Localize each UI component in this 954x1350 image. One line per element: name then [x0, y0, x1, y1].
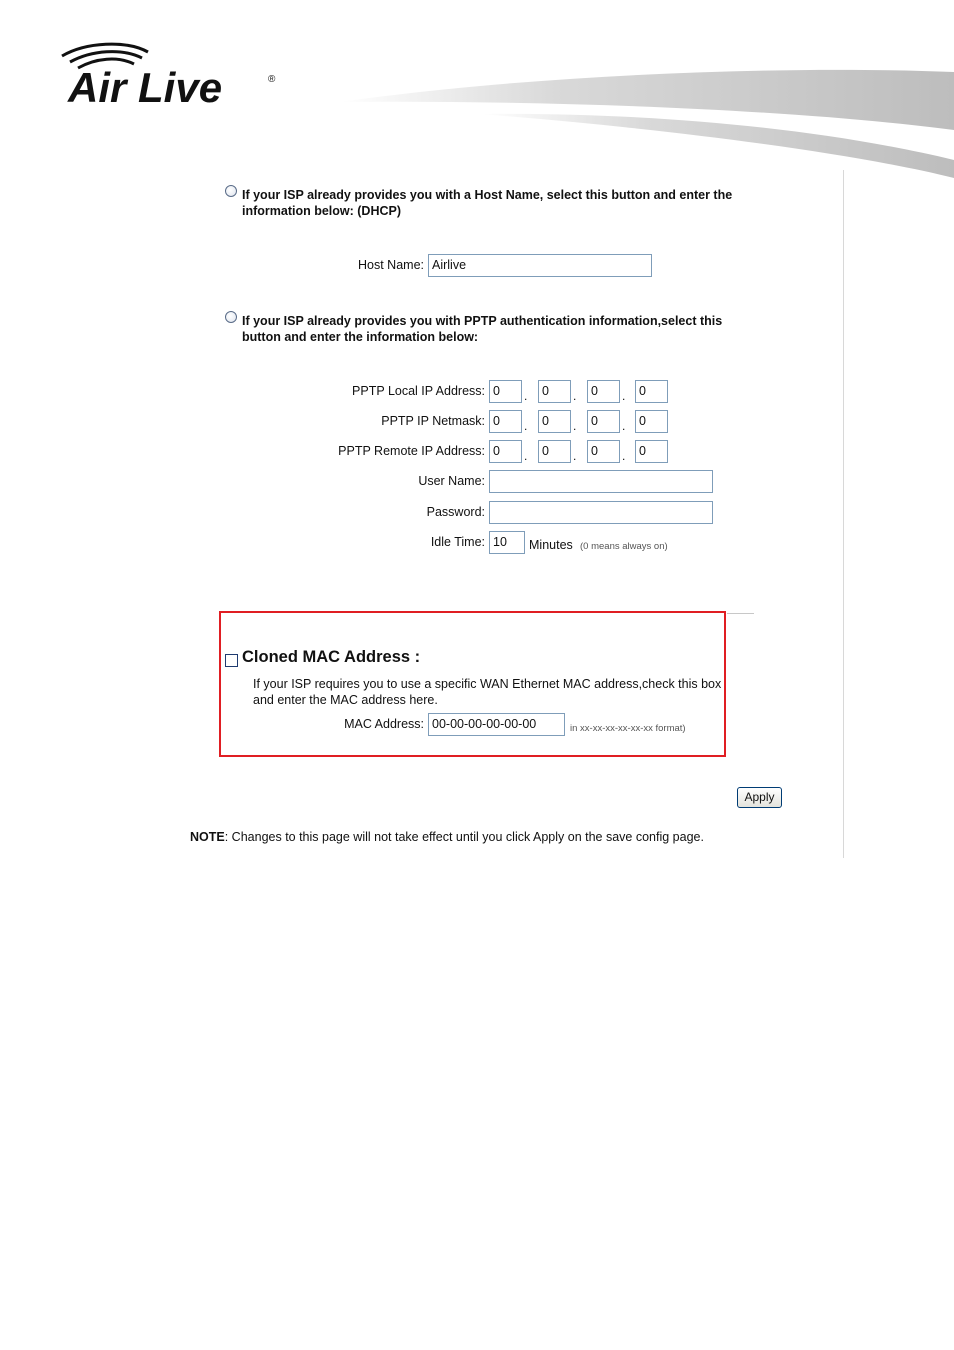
pptp-remote-ip-octet-2[interactable]: 0 [538, 440, 571, 463]
password-label: Password: [426, 505, 485, 519]
ip-separator: . [622, 449, 626, 463]
mac-format-hint: in xx-xx-xx-xx-xx-xx format) [570, 723, 686, 734]
idle-time-label: Idle Time: [430, 535, 485, 549]
idle-time-unit: Minutes [529, 538, 573, 552]
pptp-netmask-label: PPTP IP Netmask: [381, 414, 485, 428]
ip-separator: . [524, 419, 528, 433]
cloned-mac-title: Cloned MAC Address : [242, 648, 421, 666]
pptp-option-text: If your ISP already provides you with PPTP authentication information,select this button and enter the information below: [242, 314, 723, 344]
pptp-local-ip-octet-3[interactable]: 0 [587, 380, 620, 403]
pptp-remote-ip-octet-3[interactable]: 0 [587, 440, 620, 463]
pptp-remote-ip-label: PPTP Remote IP Address: [338, 444, 485, 458]
registered-mark: ® [268, 74, 276, 85]
host-name-label: Host Name: [358, 258, 424, 272]
pptp-netmask-octet-2[interactable]: 0 [538, 410, 571, 433]
note-prefix: NOTE [190, 830, 225, 844]
note-text: : Changes to this page will not take effect until you click Apply on the save config page. [224, 830, 704, 844]
ip-separator: . [622, 419, 626, 433]
mac-address-label: MAC Address: [344, 717, 424, 731]
airlive-logo [56, 42, 286, 108]
user-name-input[interactable] [489, 470, 713, 493]
host-name-input[interactable]: Airlive [428, 254, 652, 277]
pptp-local-ip-octet-2[interactable]: 0 [538, 380, 571, 403]
ip-separator: . [524, 449, 528, 463]
idle-time-hint: (0 means always on) [580, 541, 668, 552]
idle-time-input[interactable]: 10 [489, 531, 525, 554]
pptp-remote-ip-octet-1[interactable]: 0 [489, 440, 522, 463]
pptp-local-ip-label: PPTP Local IP Address: [352, 384, 485, 398]
section-divider [727, 613, 754, 614]
mac-address-input[interactable]: 00-00-00-00-00-00 [428, 713, 565, 736]
pptp-netmask-octet-3[interactable]: 0 [587, 410, 620, 433]
ip-separator: . [622, 389, 626, 403]
logo-text: Air Live [68, 64, 223, 108]
dhcp-radio[interactable] [225, 185, 237, 197]
pptp-remote-ip-octet-4[interactable]: 0 [635, 440, 668, 463]
cloned-mac-description: If your ISP requires you to use a specific WAN Ethernet MAC address,check this box and enter the MAC address here. [253, 677, 722, 707]
dhcp-option-text: If your ISP already provides you with a Host Name, select this button and enter the information below: (DHCP) [242, 188, 733, 218]
ip-separator: . [573, 389, 577, 403]
page-border-line [843, 170, 844, 858]
user-name-label: User Name: [418, 474, 485, 488]
pptp-radio[interactable] [225, 311, 237, 323]
pptp-netmask-octet-1[interactable]: 0 [489, 410, 522, 433]
apply-button[interactable]: Apply [737, 787, 782, 808]
password-input[interactable] [489, 501, 713, 524]
ip-separator: . [524, 389, 528, 403]
pptp-local-ip-octet-4[interactable]: 0 [635, 380, 668, 403]
ip-separator: . [573, 419, 577, 433]
footer-note [190, 830, 704, 844]
pptp-netmask-octet-4[interactable]: 0 [635, 410, 668, 433]
pptp-local-ip-octet-1[interactable]: 0 [489, 380, 522, 403]
header-swoosh [330, 60, 954, 190]
ip-separator: . [573, 449, 577, 463]
cloned-mac-checkbox[interactable] [225, 654, 238, 667]
